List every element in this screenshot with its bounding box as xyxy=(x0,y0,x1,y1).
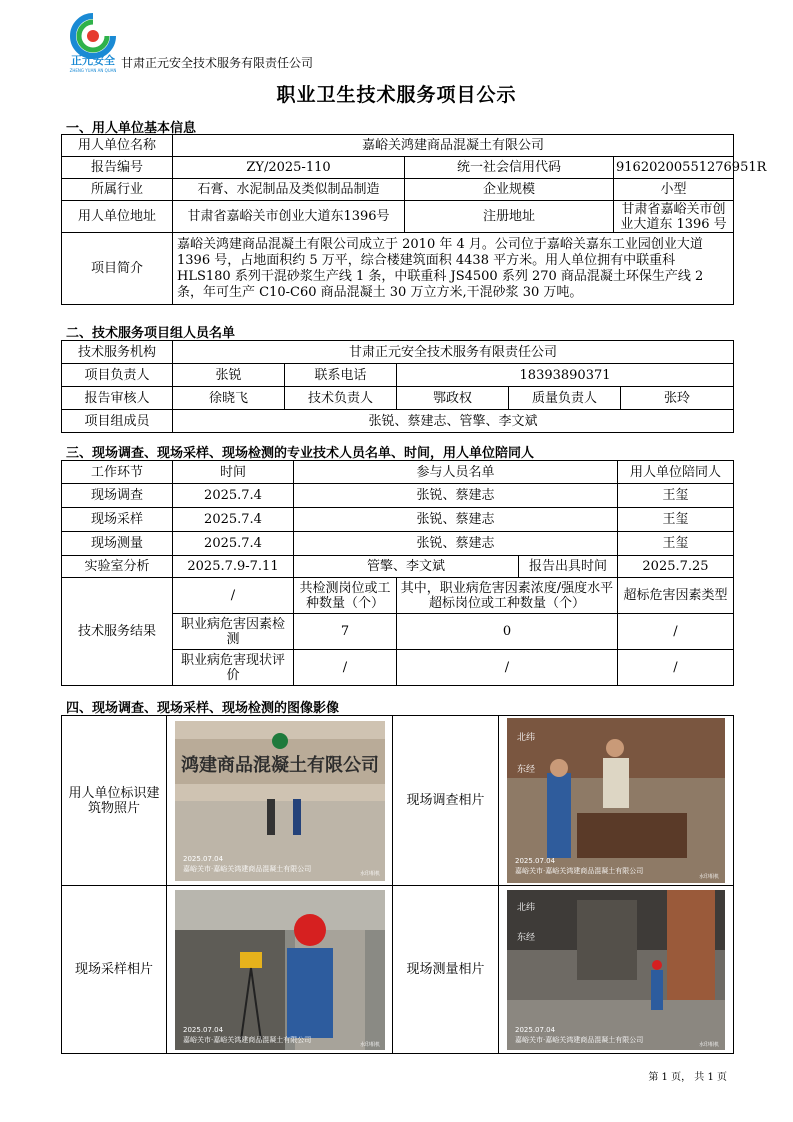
scale-value: 小型 xyxy=(614,179,734,201)
page-number: 第 1 页， 共 1 页 xyxy=(648,1072,727,1083)
intro-text: 嘉峪关鸿建商品混凝土有限公司成立于 2010 年 4 月。公司位于嘉峪关嘉东工业园创业大道 1396 号，占地面积约 5 万平，综合楼建筑面积 4438 平方米。用人单位拥有中联重科 HLS180 系列干混砂浆生产线 1 条，中联重科 JS4500 系列 270 商品混凝土环保生产线 2 条，年可生产 C10-C60 商品混凝土 30 万立方米,干混砂浆 30 万吨。 xyxy=(173,233,734,305)
header-company: 甘肃正元安全技术服务有限责任公司 xyxy=(121,56,314,70)
credit-code-value: 91620200551276951R xyxy=(614,157,734,179)
photo1-label: 用人单位标识建筑物照片 xyxy=(62,716,167,886)
photo2-caption: 嘉峪关市·嘉峪关鸿建商品混凝土有限公司 xyxy=(515,867,644,875)
credit-code-label: 统一社会信用代码 xyxy=(405,157,614,179)
reviewer-label: 报告审核人 xyxy=(62,387,173,410)
photo2-date: 2025.07.04 xyxy=(515,857,556,865)
company-logo xyxy=(66,12,120,74)
reg-address-value: 甘肃省嘉峪关市创业大道东 1396 号 xyxy=(614,201,734,233)
tech-value: 鄂政权 xyxy=(397,387,509,410)
report-date-value: 2025.7.25 xyxy=(618,556,734,578)
row-stage: 现场测量 xyxy=(62,532,173,556)
col-people: 参与人员名单 xyxy=(294,461,618,484)
report-date-label: 报告出具时间 xyxy=(519,556,618,578)
photo4-caption: 嘉峪关市·嘉峪关鸿建商品混凝土有限公司 xyxy=(515,1035,644,1044)
site-work-table xyxy=(61,460,734,686)
lab-label: 实验室分析 xyxy=(62,556,173,578)
site-survey-photo xyxy=(507,718,725,883)
org-label: 技术服务机构 xyxy=(62,341,173,364)
logo-text: 正元安全 xyxy=(71,54,115,67)
row-time: 2025.7.4 xyxy=(173,532,294,556)
section3-heading: 三、现场调查、现场采样、现场检测的专业技术人员名单、时间，用人单位陪同人 xyxy=(66,446,535,461)
tech-label: 技术负责人 xyxy=(285,387,397,410)
detection-type: / xyxy=(618,614,734,650)
page-title: 职业卫生技术服务项目公示 xyxy=(276,84,517,106)
result-col-type: 超标危害因素类型 xyxy=(618,578,734,614)
col-stage: 工作环节 xyxy=(62,461,173,484)
leader-label: 项目负责人 xyxy=(62,364,173,387)
photo4-north: 北纬 xyxy=(517,902,536,913)
photo3-caption: 嘉峪关市·嘉峪关鸿建商品混凝土有限公司 xyxy=(182,1035,311,1044)
col-escort: 用人单位陪同人 xyxy=(618,461,734,484)
row-time: 2025.7.4 xyxy=(173,508,294,532)
result-head-blank: / xyxy=(173,578,294,614)
photo3-camera-mark: 水印相机 xyxy=(359,1041,380,1048)
phone-value: 18393890371 xyxy=(397,364,734,387)
team-table xyxy=(61,340,734,433)
evaluation-type: / xyxy=(618,650,734,686)
logo-subtext: ZHENG YUAN AN QUAN xyxy=(69,68,117,73)
unit-name-value: 嘉峪关鸿建商品混凝土有限公司 xyxy=(173,135,734,157)
members-value: 张锐、蔡建志、管擎、李文斌 xyxy=(173,410,734,433)
photo2-east: 东经 xyxy=(517,765,536,775)
photo3-date: 2025.07.04 xyxy=(182,1025,223,1034)
photo4-label: 现场测量相片 xyxy=(393,886,499,1054)
table-row xyxy=(62,532,734,556)
reviewer-value: 徐晓飞 xyxy=(173,387,285,410)
quality-label: 质量负责人 xyxy=(509,387,621,410)
photo2-camera-mark: 水印相机 xyxy=(699,874,720,880)
quality-value: 张玲 xyxy=(621,387,734,410)
result-col-over: 其中，职业病危害因素浓度/强度水平超标岗位或工种数量（个） xyxy=(397,578,618,614)
site-sampling-photo xyxy=(175,890,385,1050)
row-escort: 王玺 xyxy=(618,484,734,508)
members-label: 项目组成员 xyxy=(62,410,173,433)
org-value: 甘肃正元安全技术服务有限责任公司 xyxy=(173,341,734,364)
evaluation-label: 职业病危害现状评价 xyxy=(173,650,294,686)
photo2-north: 北纬 xyxy=(517,733,536,743)
row-people: 张锐、蔡建志 xyxy=(294,484,618,508)
report-no-label: 报告编号 xyxy=(62,157,173,179)
reg-address-label: 注册地址 xyxy=(405,201,614,233)
address-value: 甘肃省嘉峪关市创业大道东1396号 xyxy=(173,201,405,233)
basic-info-table xyxy=(61,134,767,305)
photo2-label: 现场调查相片 xyxy=(393,716,499,886)
col-time: 时间 xyxy=(173,461,294,484)
photo1-date: 2025.07.04 xyxy=(182,854,223,863)
photo4-camera-mark: 水印相机 xyxy=(699,1041,720,1048)
result-col-total: 共检测岗位或工种数量（个） xyxy=(294,578,397,614)
photo4-east: 东经 xyxy=(517,932,536,943)
section4-heading: 四、现场调查、现场采样、现场检测的图像影像 xyxy=(66,701,340,716)
photo1-sign-text: 鸿建商品混凝土有限公司 xyxy=(180,754,379,776)
detection-total: 7 xyxy=(294,614,397,650)
site-measurement-photo xyxy=(507,890,725,1050)
address-label: 用人单位地址 xyxy=(62,201,173,233)
row-escort: 王玺 xyxy=(618,508,734,532)
lab-people: 管擎、李文斌 xyxy=(294,556,519,578)
section1-heading: 一、用人单位基本信息 xyxy=(66,121,197,136)
section2-heading: 二、技术服务项目组人员名单 xyxy=(66,326,236,341)
photo1-caption: 嘉峪关市·嘉峪关鸿建商品混凝土有限公司 xyxy=(182,864,311,873)
row-escort: 王玺 xyxy=(618,532,734,556)
evaluation-over: / xyxy=(397,650,618,686)
building-sign-photo xyxy=(175,721,385,881)
detection-over: 0 xyxy=(397,614,618,650)
lab-time: 2025.7.9-7.11 xyxy=(173,556,294,578)
photo-table xyxy=(61,715,734,1054)
table-row xyxy=(62,508,734,532)
row-stage: 现场调查 xyxy=(62,484,173,508)
row-stage: 现场采样 xyxy=(62,508,173,532)
table-row xyxy=(62,484,734,508)
report-no-value: ZY/2025-110 xyxy=(173,157,405,179)
result-label: 技术服务结果 xyxy=(62,578,173,686)
row-time: 2025.7.4 xyxy=(173,484,294,508)
industry-label: 所属行业 xyxy=(62,179,173,201)
detection-label: 职业病危害因素检测 xyxy=(173,614,294,650)
row-people: 张锐、蔡建志 xyxy=(294,508,618,532)
row-people: 张锐、蔡建志 xyxy=(294,532,618,556)
evaluation-total: / xyxy=(294,650,397,686)
industry-value: 石膏、水泥制品及类似制品制造 xyxy=(173,179,405,201)
photo3-label: 现场采样相片 xyxy=(62,886,167,1054)
leader-value: 张锐 xyxy=(173,364,285,387)
intro-label: 项目简介 xyxy=(62,233,173,305)
phone-label: 联系电话 xyxy=(285,364,397,387)
scale-label: 企业规模 xyxy=(405,179,614,201)
photo4-date: 2025.07.04 xyxy=(515,1025,556,1034)
unit-name-label: 用人单位名称 xyxy=(62,135,173,157)
photo1-camera-mark: 水印相机 xyxy=(359,870,380,877)
